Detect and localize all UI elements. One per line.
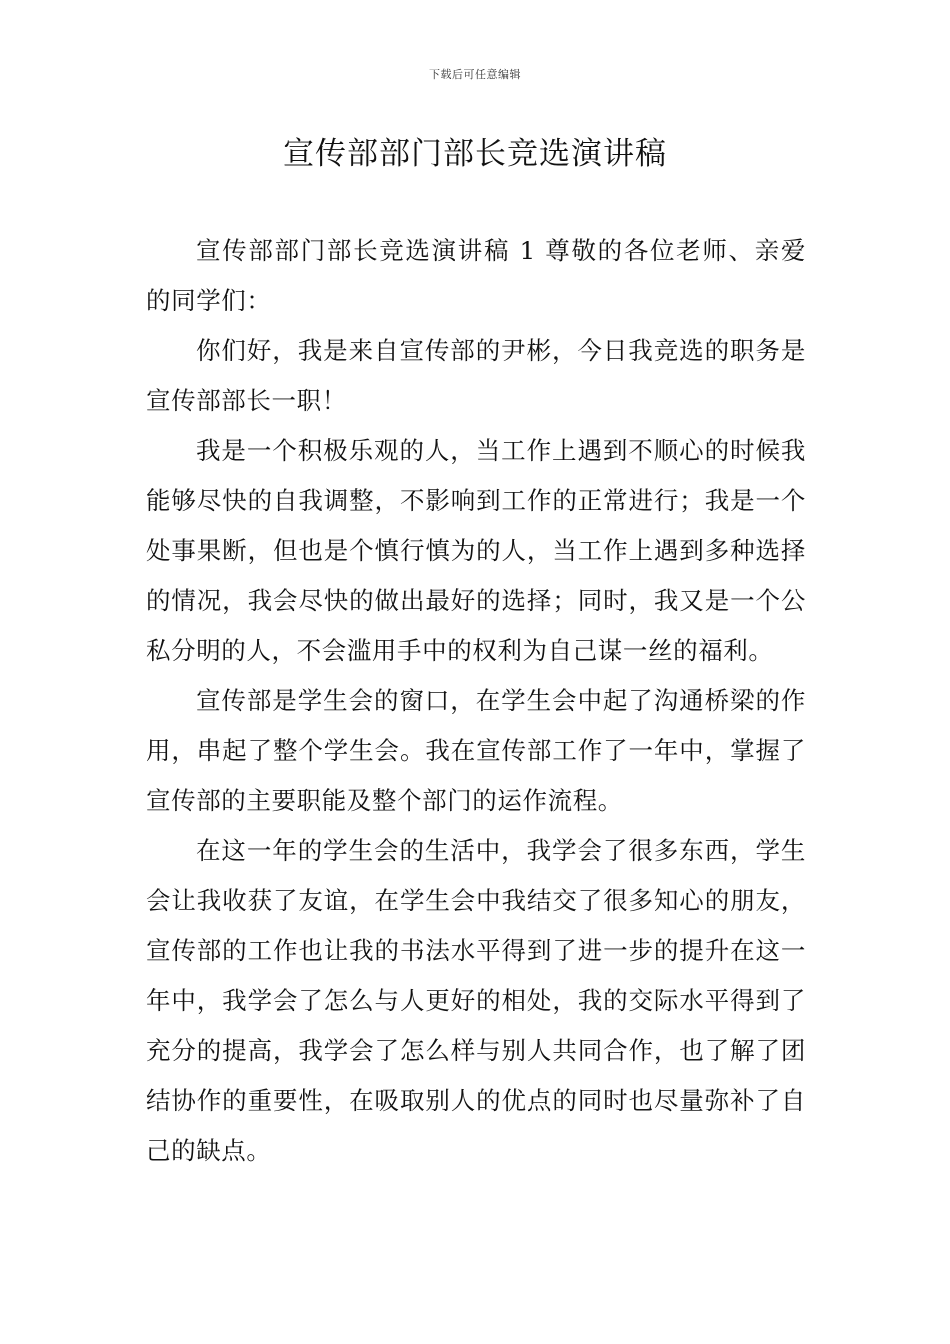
document-body (146, 226, 806, 1176)
paragraph-1: 宣传部部门部长竞选演讲稿 1 尊敬的各位老师、亲爱的同学们： (146, 236, 806, 315)
paragraph-3: 我是一个积极乐观的人，当工作上遇到不顺心的时候我能够尽快的自我调整，不影响到工作的正常进行；我是一个处事果断，但也是个慎行慎为的人，当工作上遇到多种选择的情况，我会尽快的做出最好的选择；同时，我又是一个公私分明的人，不会滥用手中的权利为自己谋一丝的福利。 (146, 436, 806, 665)
paragraph-5: 在这一年的学生会的生活中，我学会了很多东西，学生会让我收获了友谊，在学生会中我结交了很多知心的朋友，宣传部的工作也让我的书法水平得到了进一步的提升在这一年中，我学会了怎么与人更好的相处，我的交际水平得到了充分的提高，我学会了怎么样与别人共同合作，也了解了团结协作的重要性，在吸取别人的优点的同时也尽量弥补了自己的缺点。 (146, 836, 806, 1165)
document-title: 宣传部部门部长竞选演讲稿 (283, 136, 667, 172)
paragraph-4: 宣传部是学生会的窗口，在学生会中起了沟通桥梁的作用，串起了整个学生会。我在宣传部工作了一年中，掌握了宣传部的主要职能及整个部门的运作流程。 (146, 686, 806, 815)
paragraph-2: 你们好，我是来自宣传部的尹彬，今日我竞选的职务是宣传部部长一职！ (146, 336, 806, 415)
header-note: 下载后可任意编辑 (429, 68, 521, 81)
